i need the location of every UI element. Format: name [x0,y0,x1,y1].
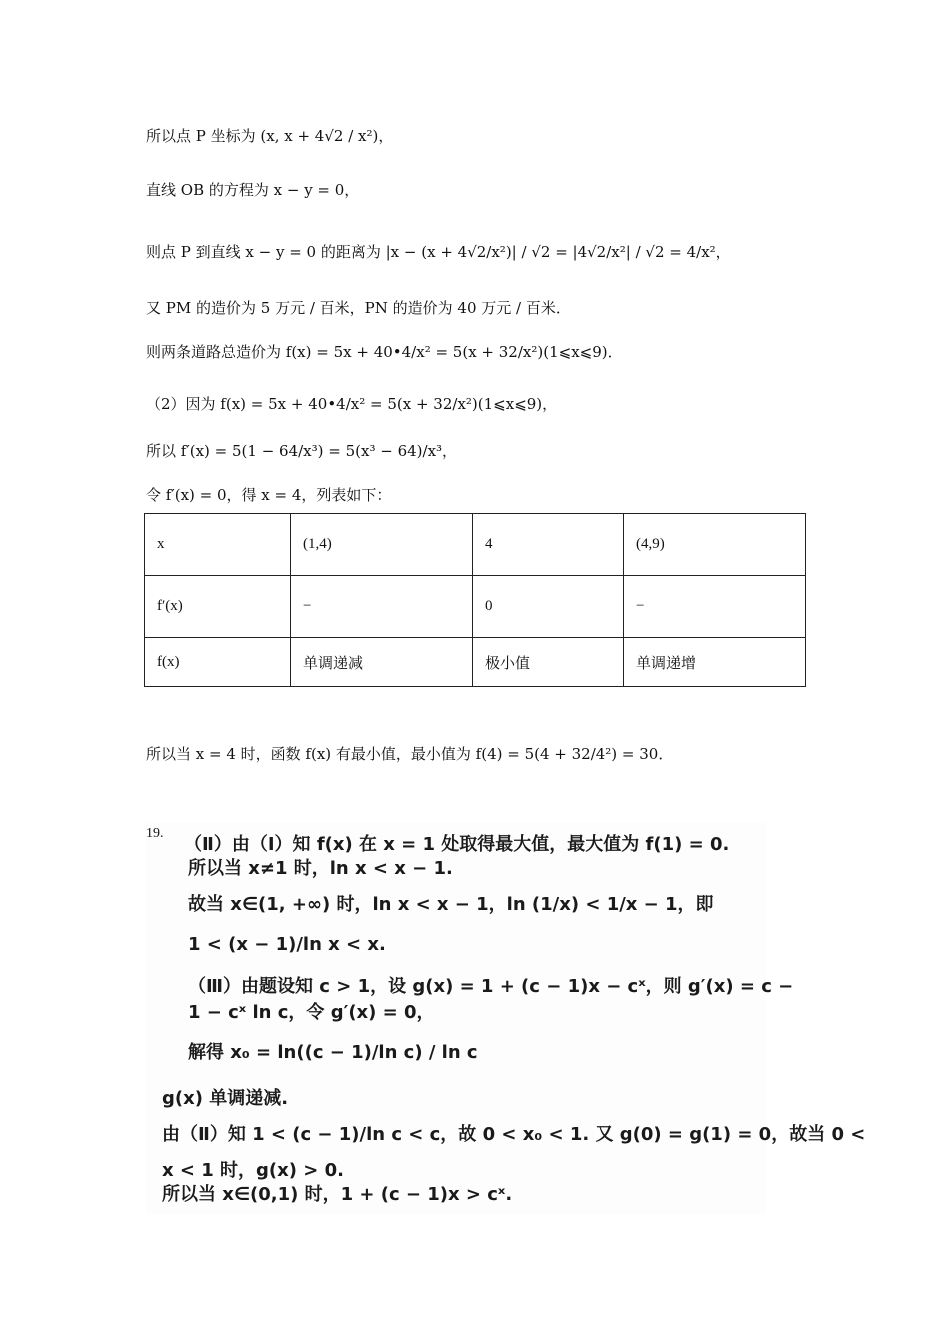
table-row [145,514,806,576]
table-cell: 单调递减 [291,638,473,687]
scan-line: （Ⅲ）由题设知 c > 1，设 g(x) = 1 + (c − 1)x − cˣ，则 g′(x) = c − [188,976,794,997]
table-cell: (1,4) [291,514,473,576]
table-row [145,576,806,638]
scan-line: 解得 x₀ = ln((c − 1)/ln c) / ln c [188,1042,478,1063]
scan-line: 故当 x∈(1, +∞) 时，ln x < x − 1，ln (1/x) < 1/x − 1，即 [188,894,714,915]
table-cell: (4,9) [624,514,806,576]
table-cell: 0 [473,576,624,638]
table-cell: f′(x) [145,576,291,638]
table-cell: x [145,514,291,576]
line-total-cost: 则两条道路总造价为 f(x) = 5x + 40•4/x² = 5(x + 32/x²)(1⩽x⩽9)． [146,343,623,361]
line-derivative: 所以 f′(x) = 5(1 − 64/x³) = 5(x³ − 64)/x³， [146,442,458,460]
line-part2-function: （2）因为 f(x) = 5x + 40•4/x² = 5(x + 32/x²)(1⩽x⩽9)， [146,395,558,413]
scan-line: 1 − cˣ ln c，令 g′(x) = 0， [188,1002,435,1023]
scan-line: g(x) 单调递减. [162,1088,289,1109]
line-critical-point: 令 f′(x) = 0，得 x = 4，列表如下： [146,486,392,504]
monotonicity-table [144,513,806,687]
line-p-coordinate: 所以点 P 坐标为 (x, x + 4√2 / x²)， [146,127,394,145]
scan-line: 1 < (x − 1)/ln x < x. [188,934,386,955]
line-distance: 则点 P 到直线 x − y = 0 的距离为 |x − (x + 4√2/x²)| / √2 = |4√2/x²| / √2 = 4/x²， [146,243,731,261]
scan-line: 所以当 x∈(0,1) 时，1 + (c − 1)x > cˣ. [162,1184,513,1205]
table-row [145,638,806,687]
table-cell: f(x) [145,638,291,687]
scanned-solution-19 [146,822,866,1214]
question-number: 19. [146,826,164,841]
table-cell: − [624,576,806,638]
table-cell: − [291,576,473,638]
scan-line: （Ⅱ）由（Ⅰ）知 f(x) 在 x = 1 处取得最大值，最大值为 f(1) = 0. [184,834,730,855]
table-cell: 单调递增 [624,638,806,687]
table-cell: 极小值 [473,638,624,687]
scan-line: x < 1 时，g(x) > 0. [162,1160,344,1181]
table-cell: 4 [473,514,624,576]
scan-line: 所以当 x≠1 时，ln x < x − 1. [188,858,453,879]
line-minimum-value: 所以当 x = 4 时，函数 f(x) 有最小值，最小值为 f(4) = 5(4 + 32/4²) = 30． [146,745,674,763]
scan-line: 由（Ⅱ）知 1 < (c − 1)/ln c < c，故 0 < x₀ < 1. 又 g(0) = g(1) = 0，故当 0 < [162,1124,866,1145]
line-cost-rates: 又 PM 的造价为 5 万元 / 百米，PN 的造价为 40 万元 / 百米． [146,299,571,317]
line-ob-equation: 直线 OB 的方程为 x − y = 0， [146,181,360,199]
